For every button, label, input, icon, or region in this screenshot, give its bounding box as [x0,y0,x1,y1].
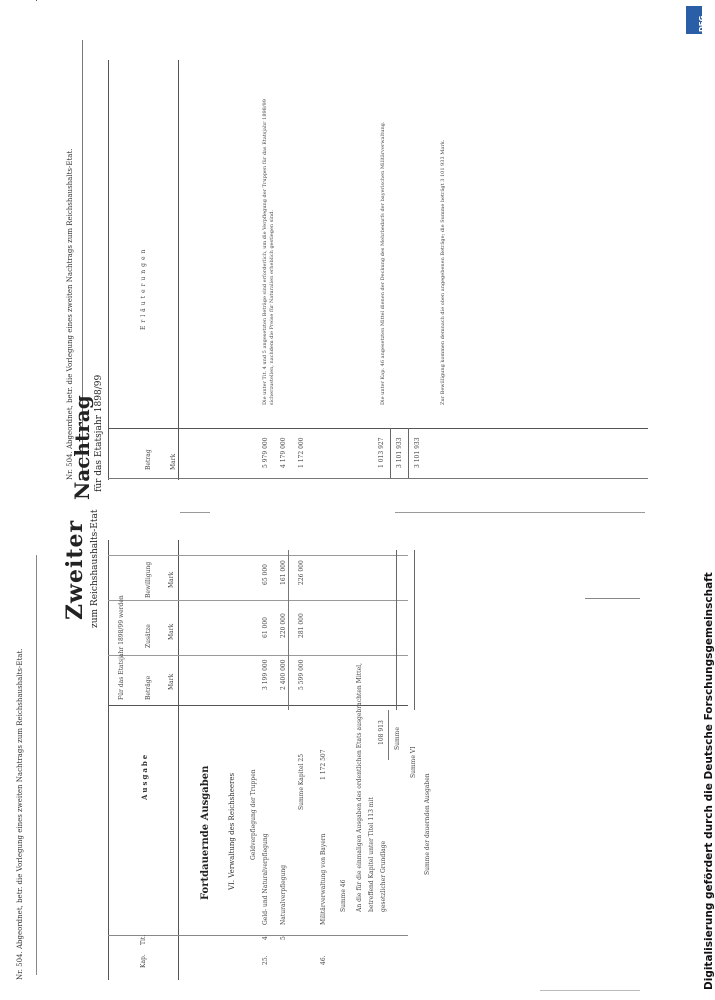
dfg-credit-text: Digitalisierung gefördert durch die Deutsche Forschungsgemeinschaft [703,572,715,990]
row-value: 1 172 507 [320,749,327,780]
col-unit: Mark [168,623,175,640]
col-header-betrag: Betrag [145,449,152,470]
col-header-tit: Tit. [140,934,147,945]
table-rule [180,512,210,513]
sum-label: Summe der dauernden Ausgaben [424,773,431,875]
table-rule [395,512,645,513]
note-line: gesetzlicher Grundlage [380,840,387,912]
amount: 4 179 000 [280,437,287,468]
note-line: Summe 46 [340,879,347,912]
amount: 3 101 933 [396,437,403,468]
col-header-ausgabe: Ausgabe [140,752,149,800]
table-rule [108,478,648,479]
sum-label: Summe [394,727,401,750]
row-kap: 46. [320,955,327,965]
dfg-logo: DFG [686,6,702,34]
right-running-header: Nr. 504. Abgeordnet, betr. die Vorlegung eines zweiten Nachtrags zum Reichshaushalts-Etat. [66,148,74,480]
table-rule [108,655,408,656]
subsection-title: VI. Verwaltung des Reichsheeres [228,772,236,890]
row-value: 65 000 [262,564,269,585]
row-value: 61 000 [262,617,269,638]
col-header-erlaeuterungen: Erläuterungen [140,246,147,330]
col-unit: Mark [168,673,175,690]
table-rule [108,600,408,601]
table-rule [178,60,179,480]
table-rule [540,990,640,991]
explanation-paragraph: Die unter Tit. 4 und 5 angesetzten Beträge sind erforderlich, um die Verpflegung der Truppen für das Etatsjahr 1898/99 sicherzustellen, nachdem die Preise für Naturalien erheblich gestiegen sind. [262,99,275,405]
row-value: 3 199 000 [262,659,269,690]
col-header-group: Für das Etatsjahr 1898/99 werden [118,595,125,700]
amount: 1 013 927 [378,437,385,468]
sum-label: Summe VI [410,746,417,778]
col-header-zusaetze: Zusätze [145,624,152,648]
amount: 1 172 000 [298,437,305,468]
table-rule [108,540,109,980]
note-line: An die für die einmaligen Ausgaben des ordentlichen Etats ausgebrachten Mittel, [356,663,363,912]
left-running-header: Nr. 504. Abgeordnet, betr. die Vorlegung eines zweiten Nachtrags zum Reichshaushalts-Etat. [16,648,24,980]
right-subtitle: für das Etatsjahr 1898/99 [94,374,104,492]
table-rule [414,550,415,710]
table-rule [408,428,409,478]
sub-subsection-title: Geldverpflegung der Truppen [250,769,257,860]
table-rule [396,550,397,710]
left-header-rule [36,555,37,975]
section-title: Fortdauernde Ausgaben [200,765,211,900]
right-title: Nachtrag [70,395,94,500]
table-rule [108,60,109,480]
row-kap: 25. [262,955,269,965]
sum-rule [388,710,389,760]
col-header-kap: Kap. [140,954,147,968]
table-rule [108,428,648,429]
row-label: Summe Kapitel 25 [298,753,305,810]
note-line: betreffend Kapitel unter Titel 113 mit [368,797,375,912]
table-rule [108,555,408,556]
table-rule [108,705,408,706]
row-tit: 4 [262,936,269,940]
row-value: 5 599 000 [298,659,305,690]
row-value: 161 000 [280,560,287,585]
sum-rule [288,550,289,710]
row-tit: 5 [280,936,287,940]
row-value: 220 000 [280,613,287,638]
row-label: Militärverwaltung von Bayern [320,833,327,925]
row-value: 281 000 [298,613,305,638]
table-rule [585,598,640,599]
col-unit: Mark [168,571,175,588]
row-value: 2 400 000 [280,659,287,690]
amount: 3 101 933 [414,437,421,468]
row-label: Naturalverpflegung [280,864,287,925]
col-header-bewilligung: Bewilligung [145,561,152,598]
col-header-betraege: Beträge [145,675,152,700]
explanation-paragraph: Zur Bewilligung kommen demnach die oben angegebenen Beträge; die Summe beträgt 3 101 933 Mark. [440,139,446,405]
explanation-paragraph: Die unter Kap. 46 angesetzten Mittel dienen der Deckung des Mehrbedarfs der bayerischen Militärverwaltung. [380,121,386,405]
left-title: Zweiter [62,519,88,620]
amount: 5 979 000 [262,437,269,468]
sum-value: 108 913 [378,720,385,745]
table-rule [178,540,179,980]
table-rule [108,935,408,936]
col-header-mark: Mark [170,453,177,470]
table-rule [390,428,391,478]
row-label: Geld- und Naturalverpflegung [262,833,269,925]
left-subtitle: zum Reichshaushalts-Etat [90,509,100,628]
row-value: 226 000 [298,560,305,585]
